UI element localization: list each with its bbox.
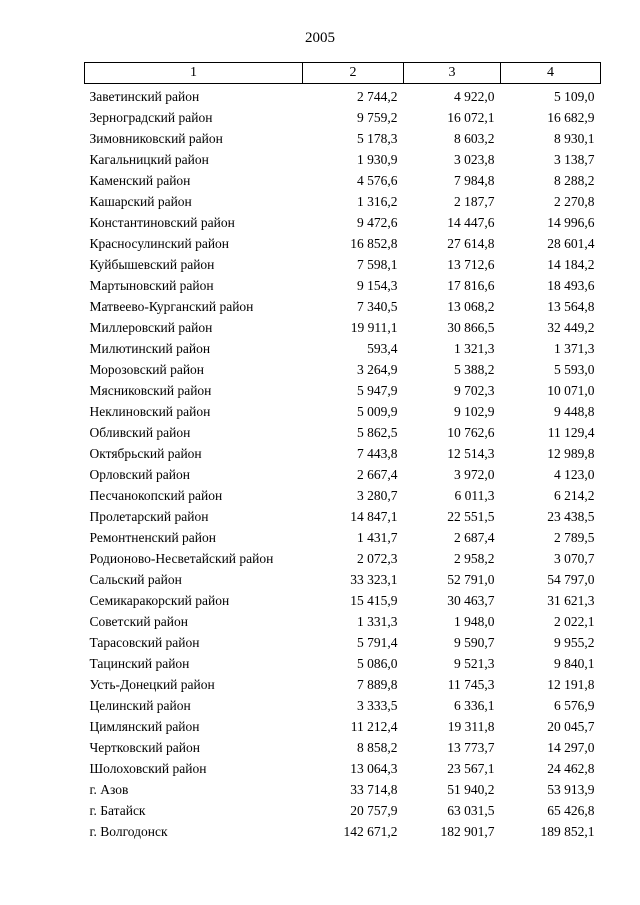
value-col-4: 5 109,0: [554, 89, 595, 104]
district-name: Каменский район: [89, 173, 191, 188]
table-row: [85, 485, 601, 506]
value-col-3: 12 514,3: [447, 446, 495, 461]
value-col-2: 9 472,6: [357, 215, 398, 230]
table-row: [85, 128, 601, 149]
value-col-3: 14 447,6: [447, 215, 495, 230]
value-col-3: 2 958,2: [454, 551, 495, 566]
table-row: [85, 611, 601, 632]
value-col-4: 9 840,1: [554, 656, 595, 671]
value-col-2: 7 598,1: [357, 257, 398, 272]
table-row: [85, 296, 601, 317]
value-col-2: 20 757,9: [350, 803, 398, 818]
value-col-4: 6 214,2: [554, 488, 595, 503]
value-col-2: 5 862,5: [357, 425, 398, 440]
table-row: [85, 527, 601, 548]
value-col-3: 1 321,3: [454, 341, 495, 356]
value-col-4: 2 789,5: [554, 530, 595, 545]
value-col-3: 3 972,0: [454, 467, 495, 482]
value-col-3: 30 463,7: [447, 593, 495, 608]
value-col-4: 10 071,0: [547, 383, 595, 398]
value-col-2: 2 667,4: [357, 467, 398, 482]
value-col-2: 5 178,3: [357, 131, 398, 146]
value-col-3: 16 072,1: [447, 110, 495, 125]
value-col-2: 11 212,4: [350, 719, 398, 734]
table-row: [85, 212, 601, 233]
value-col-3: 2 687,4: [454, 530, 495, 545]
table-row: [85, 401, 601, 422]
table-row: [85, 443, 601, 464]
table-row: [85, 779, 601, 800]
value-col-3: 22 551,5: [447, 509, 495, 524]
value-col-3: 11 745,3: [447, 677, 495, 692]
value-col-4: 9 448,8: [554, 404, 595, 419]
value-col-2: 3 333,5: [357, 698, 398, 713]
value-col-4: 3 070,7: [554, 551, 595, 566]
value-col-4: 28 601,4: [547, 236, 595, 251]
value-col-2: 33 323,1: [350, 572, 398, 587]
table-row: [85, 569, 601, 590]
district-name: Константиновский район: [89, 215, 235, 230]
value-col-2: 9 154,3: [357, 278, 398, 293]
table-row: [85, 254, 601, 275]
value-col-3: 9 590,7: [454, 635, 495, 650]
value-col-4: 20 045,7: [547, 719, 595, 734]
value-col-4: 18 493,6: [547, 278, 595, 293]
value-col-3: 51 940,2: [447, 782, 495, 797]
value-col-4: 31 621,3: [547, 593, 595, 608]
table-row: [85, 191, 601, 212]
district-name: Заветинский район: [89, 89, 200, 104]
value-col-3: 13 773,7: [447, 740, 495, 755]
table-row: [85, 632, 601, 653]
value-col-2: 593,4: [367, 341, 398, 356]
value-col-4: 12 989,8: [547, 446, 595, 461]
district-name: Октябрьский район: [89, 446, 202, 461]
value-col-3: 9 102,9: [454, 404, 495, 419]
table-row: [85, 737, 601, 758]
value-col-3: 6 011,3: [454, 488, 495, 503]
column-header-3: 3: [404, 63, 501, 84]
district-name: Ремонтненский район: [89, 530, 216, 545]
value-col-3: 52 791,0: [447, 572, 495, 587]
value-col-2: 7 340,5: [357, 299, 398, 314]
value-col-2: 7 443,8: [357, 446, 398, 461]
value-col-3: 5 388,2: [454, 362, 495, 377]
value-col-2: 5 947,9: [357, 383, 398, 398]
table-row: [85, 506, 601, 527]
value-col-4: 11 129,4: [547, 425, 595, 440]
value-col-4: 54 797,0: [547, 572, 595, 587]
district-name: Тарасовский район: [89, 635, 200, 650]
table-row: [85, 107, 601, 128]
value-col-2: 1 431,7: [357, 530, 398, 545]
table-row: [85, 359, 601, 380]
district-name: г. Волгодонск: [89, 824, 168, 839]
value-col-4: 189 852,1: [540, 824, 595, 839]
table-row: [85, 84, 601, 108]
value-col-3: 13 712,6: [447, 257, 495, 272]
district-name: Сальский район: [89, 572, 182, 587]
table-row: [85, 758, 601, 779]
table-row: [85, 233, 601, 254]
value-col-2: 19 911,1: [350, 320, 398, 335]
district-name: Песчанокопский район: [89, 488, 223, 503]
value-col-2: 1 331,3: [357, 614, 398, 629]
table-row: [85, 653, 601, 674]
value-col-2: 1 930,9: [357, 152, 398, 167]
value-col-4: 1 371,3: [554, 341, 595, 356]
table-row: [85, 464, 601, 485]
value-col-2: 1 316,2: [357, 194, 398, 209]
district-name: Кашарский район: [89, 194, 192, 209]
district-name: Красносулинский район: [89, 236, 230, 251]
value-col-4: 13 564,8: [547, 299, 595, 314]
value-col-4: 14 996,6: [547, 215, 595, 230]
value-col-3: 10 762,6: [447, 425, 495, 440]
table-row: [85, 422, 601, 443]
value-col-2: 16 852,8: [350, 236, 398, 251]
header-row: [85, 63, 601, 84]
value-col-2: 2 072,3: [357, 551, 398, 566]
value-col-3: 4 922,0: [454, 89, 495, 104]
value-col-2: 14 847,1: [350, 509, 398, 524]
district-name: Мартыновский район: [89, 278, 214, 293]
district-name: Кагальницкий район: [89, 152, 209, 167]
value-col-3: 63 031,5: [447, 803, 495, 818]
table-body: [85, 84, 601, 843]
value-col-2: 2 744,2: [357, 89, 398, 104]
value-col-3: 27 614,8: [447, 236, 495, 251]
table-row: [85, 338, 601, 359]
value-col-2: 5 086,0: [357, 656, 398, 671]
value-col-4: 5 593,0: [554, 362, 595, 377]
value-col-2: 5 009,9: [357, 404, 398, 419]
district-name: Родионово-Несветайский район: [89, 551, 274, 566]
value-col-3: 3 023,8: [454, 152, 495, 167]
value-col-4: 16 682,9: [547, 110, 595, 125]
value-col-2: 9 759,2: [357, 110, 398, 125]
district-name: Целинский район: [89, 698, 191, 713]
value-col-2: 142 671,2: [343, 824, 398, 839]
district-name: Куйбышевский район: [89, 257, 215, 272]
value-col-3: 13 068,2: [447, 299, 495, 314]
district-name: Миллеровский район: [89, 320, 213, 335]
value-col-4: 53 913,9: [547, 782, 595, 797]
value-col-3: 6 336,1: [454, 698, 495, 713]
district-name: Тацинский район: [89, 656, 190, 671]
value-col-4: 8 288,2: [554, 173, 595, 188]
value-col-4: 8 930,1: [554, 131, 595, 146]
table-row: [85, 149, 601, 170]
table-row: [85, 695, 601, 716]
table-row: [85, 674, 601, 695]
data-table: [84, 62, 601, 842]
value-col-2: 33 714,8: [350, 782, 398, 797]
value-col-4: 32 449,2: [547, 320, 595, 335]
district-name: г. Азов: [89, 782, 129, 797]
value-col-2: 15 415,9: [350, 593, 398, 608]
value-col-3: 23 567,1: [447, 761, 495, 776]
value-col-3: 9 521,3: [454, 656, 495, 671]
district-name: Усть-Донецкий район: [89, 677, 215, 692]
district-name: Пролетарский район: [89, 509, 209, 524]
column-header-1: 1: [85, 63, 303, 84]
value-col-3: 19 311,8: [447, 719, 495, 734]
district-name: Советский район: [89, 614, 188, 629]
table-row: [85, 548, 601, 569]
value-col-4: 14 297,0: [547, 740, 595, 755]
district-name: Орловский район: [89, 467, 190, 482]
value-col-3: 1 948,0: [454, 614, 495, 629]
value-col-4: 65 426,8: [547, 803, 595, 818]
value-col-2: 3 264,9: [357, 362, 398, 377]
table-row: [85, 275, 601, 296]
value-col-3: 9 702,3: [454, 383, 495, 398]
district-name: Неклиновский район: [89, 404, 211, 419]
district-name: Зерноградский район: [89, 110, 213, 125]
value-col-4: 3 138,7: [554, 152, 595, 167]
value-col-4: 2 270,8: [554, 194, 595, 209]
district-name: Морозовский район: [89, 362, 205, 377]
value-col-4: 4 123,0: [554, 467, 595, 482]
district-name: Мясниковский район: [89, 383, 212, 398]
district-name: Матвеево-Курганский район: [89, 299, 254, 314]
district-name: г. Батайск: [89, 803, 146, 818]
table-header: [85, 63, 601, 84]
value-col-3: 7 984,8: [454, 173, 495, 188]
column-header-4: 4: [501, 63, 601, 84]
table-row: [85, 716, 601, 737]
value-col-4: 24 462,8: [547, 761, 595, 776]
value-col-2: 3 280,7: [357, 488, 398, 503]
value-col-3: 30 866,5: [447, 320, 495, 335]
district-name: Шолоховский район: [89, 761, 207, 776]
value-col-2: 8 858,2: [357, 740, 398, 755]
district-name: Милютинский район: [89, 341, 211, 356]
value-col-4: 23 438,5: [547, 509, 595, 524]
value-col-3: 8 603,2: [454, 131, 495, 146]
district-name: Зимовниковский район: [89, 131, 223, 146]
value-col-2: 5 791,4: [357, 635, 398, 650]
table-row: [85, 590, 601, 611]
value-col-4: 6 576,9: [554, 698, 595, 713]
value-col-3: 182 901,7: [440, 824, 495, 839]
district-name: Обливский район: [89, 425, 191, 440]
column-header-2: 2: [303, 63, 404, 84]
value-col-4: 9 955,2: [554, 635, 595, 650]
value-col-4: 2 022,1: [554, 614, 595, 629]
value-col-3: 17 816,6: [447, 278, 495, 293]
table-row: [85, 380, 601, 401]
value-col-4: 12 191,8: [547, 677, 595, 692]
table-row: [85, 170, 601, 191]
district-name: Чертковский район: [89, 740, 200, 755]
value-col-2: 13 064,3: [350, 761, 398, 776]
value-col-2: 4 576,6: [357, 173, 398, 188]
table-row: [85, 800, 601, 821]
value-col-4: 14 184,2: [547, 257, 595, 272]
district-name: Семикаракорский район: [89, 593, 230, 608]
page-number: 2005: [305, 30, 335, 46]
table-row: [85, 317, 601, 338]
value-col-2: 7 889,8: [357, 677, 398, 692]
district-name: Цимлянский район: [89, 719, 200, 734]
table-row: [85, 821, 601, 842]
value-col-3: 2 187,7: [454, 194, 495, 209]
